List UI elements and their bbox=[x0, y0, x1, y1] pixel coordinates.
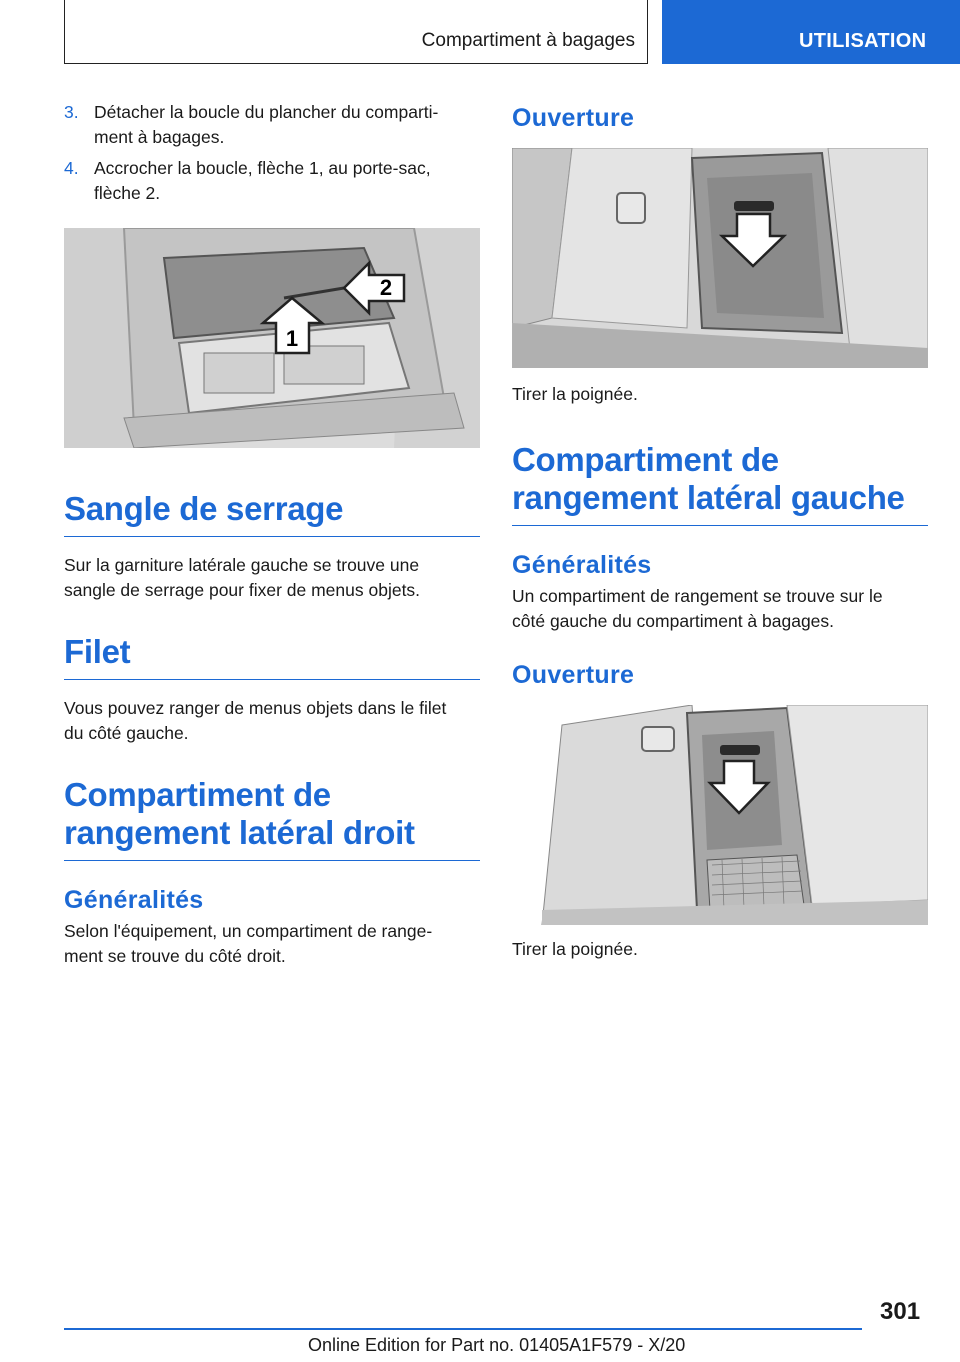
filet-text bbox=[64, 696, 480, 746]
right-compartment-illustration bbox=[512, 148, 928, 368]
subsection-title-generalites: Généralités bbox=[512, 551, 652, 579]
arrow-label-1: 1 bbox=[285, 326, 299, 351]
section-title-line: Compartiment de bbox=[512, 441, 779, 478]
page-number: 301 bbox=[880, 1298, 921, 1325]
step-4 bbox=[64, 156, 480, 206]
right-column bbox=[512, 100, 928, 962]
left-compartment-illustration bbox=[512, 705, 928, 925]
subsection-title-generalites: Généralités bbox=[64, 886, 204, 914]
gauche-text-line: Un compartiment de rangement se trouve sur le bbox=[512, 586, 883, 606]
section-title-gauche bbox=[512, 441, 928, 526]
droit-text bbox=[64, 919, 480, 969]
header-title: Compartiment à bagages bbox=[421, 30, 635, 51]
step-text-line: Accrocher la boucle, flèche 1, au porte-sac, bbox=[94, 158, 431, 178]
section-title-line: rangement latéral gauche bbox=[512, 479, 905, 516]
left-compartment-svg bbox=[512, 705, 928, 925]
filet-text-line: Vous pouvez ranger de menus objets dans le filet bbox=[64, 698, 447, 718]
figure-caption: Tirer la poignée. bbox=[512, 384, 638, 404]
sangle-text bbox=[64, 553, 480, 603]
trunk-hook-illustration bbox=[64, 228, 480, 448]
step-number: 3. bbox=[64, 102, 79, 122]
footer-divider bbox=[64, 1328, 862, 1330]
header-section-tab[interactable] bbox=[662, 0, 960, 64]
sangle-text-line: sangle de serrage pour fixer de menus objets. bbox=[64, 580, 421, 600]
section-title-sangle: Sangle de serrage bbox=[64, 490, 480, 537]
subsection-title-ouverture: Ouverture bbox=[512, 104, 635, 132]
arrow-label-2: 2 bbox=[379, 275, 393, 300]
left-column bbox=[64, 100, 480, 969]
footer-edition: Online Edition for Part no. 01405A1F579 - X/20 bbox=[308, 1335, 686, 1355]
step-text-line: Détacher la boucle du plancher du comparti- bbox=[94, 102, 439, 122]
section-title-filet: Filet bbox=[64, 633, 480, 680]
trunk-illustration-svg bbox=[64, 228, 480, 448]
step-text-line: ment à bagages. bbox=[94, 127, 225, 147]
droit-text-line: Selon l'équipement, un compartiment de range- bbox=[64, 921, 433, 941]
section-title-line: Compartiment de bbox=[64, 776, 331, 813]
subsection-title-ouverture: Ouverture bbox=[512, 661, 635, 689]
section-title-line: rangement latéral droit bbox=[64, 814, 415, 851]
right-compartment-svg bbox=[512, 148, 928, 368]
step-text-line: flèche 2. bbox=[94, 183, 161, 203]
droit-text-line: ment se trouve du côté droit. bbox=[64, 946, 286, 966]
header-section-label: UTILISATION bbox=[799, 30, 927, 52]
sangle-text-line: Sur la garniture latérale gauche se trouve une bbox=[64, 555, 420, 575]
step-3 bbox=[64, 100, 480, 150]
figure-caption: Tirer la poignée. bbox=[512, 939, 638, 959]
gauche-text bbox=[512, 584, 928, 634]
section-title-droit bbox=[64, 776, 480, 861]
gauche-text-line: côté gauche du compartiment à bagages. bbox=[512, 611, 835, 631]
filet-text-line: du côté gauche. bbox=[64, 723, 189, 743]
step-number: 4. bbox=[64, 158, 79, 178]
header-tab bbox=[64, 0, 648, 64]
